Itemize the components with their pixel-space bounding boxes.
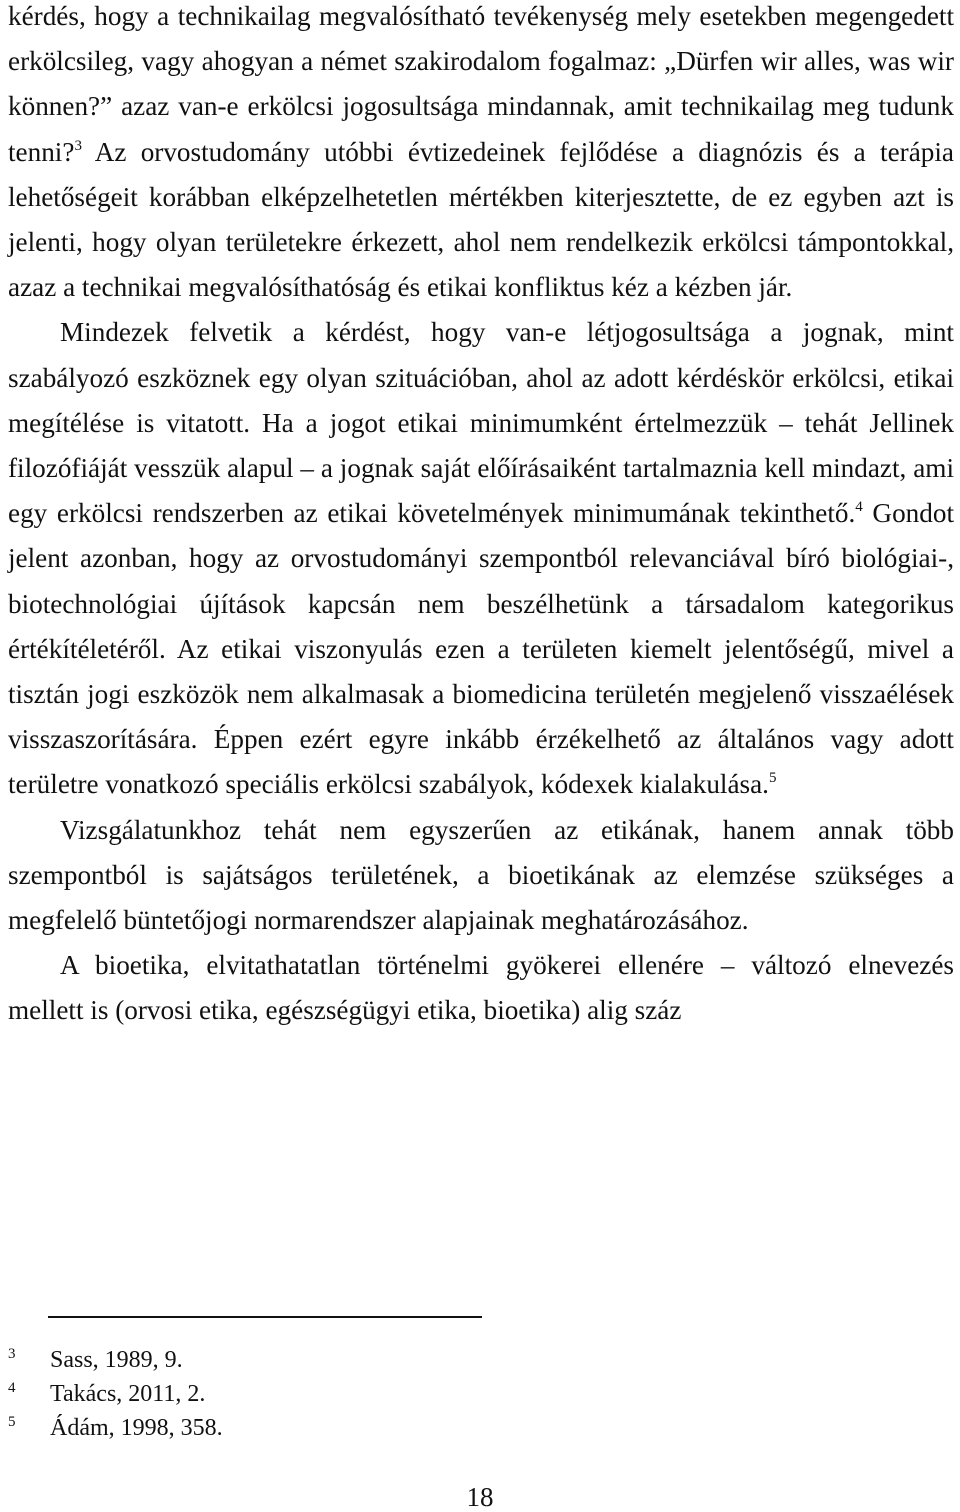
body-paragraph <box>8 808 954 944</box>
paragraph-text: Vizsgálatunkhoz tehát nem egyszerűen az etikának, hanem annak több szempontból is sajátságos területének, a bioetikának az elemzése szükséges a megfelelő büntetőjogi normarendszer alapjainak meghatározásához. <box>8 814 954 936</box>
body-text <box>8 0 954 1034</box>
paragraph-text: kérdés, hogy a technikailag megvalósítható tevékenység mely esetekben megengedett erkölcsileg, vagy ahogyan a német szakirodalom fogalmaz: „Dürfen wir alles, was wir können?” azaz van-e erkölcsi jogosultsága mindannak, amit technikailag meg tudunk tenni? <box>8 1 954 167</box>
footnote-item <box>8 1411 908 1445</box>
paragraph-text: Gondot jelent azonban, hogy az orvostudományi szempontból relevanciával bíró biológiai-, biotechnológiai újítások kapcsán nem beszélhetünk a társadalom kategorikus értékítéletéről. Az etikai viszonyulás ezen a területen kiemelt jelentőségű, mivel a tisztán jogi eszközök nem alkalmasak a biomedicina területén megjelenő visszaélések visszaszorítására. Éppen ezért egyre inkább érzékelhető az általános vagy adott területre vonatkozó speciális erkölcsi szabályok, kódexek kialakulása. <box>8 498 954 800</box>
footnote-item <box>8 1343 908 1377</box>
footnote-text: Takács, 2011, 2. <box>50 1381 206 1407</box>
body-paragraph <box>8 310 954 807</box>
footnote-number: 5 <box>8 1414 16 1430</box>
body-paragraph <box>8 0 954 310</box>
footnote-number: 4 <box>8 1380 16 1396</box>
paragraph-text: A bioetika, elvitathatatlan történelmi gyökerei ellenére – változó elnevezés mellett is (orvosi etika, egészségügyi etika, bioetika) alig száz <box>8 950 954 1026</box>
document-page <box>8 0 954 1034</box>
footnote-reference: 4 <box>855 499 863 516</box>
footnote-number: 3 <box>8 1346 16 1362</box>
body-paragraph <box>8 943 954 1033</box>
paragraph-text: Mindezek felvetik a kérdést, hogy van-e létjogosultsága a jognak, mint szabályozó eszköznek egy olyan szituációban, ahol az adott kérdéskör erkölcsi, etikai megítélése is vitatott. Ha a jogot etikai minimumként értelmezzük – tehát Jellinek filozófiáját vesszük alapul – a jognak saját előírásaiként tartalmaznia kell mindazt, ami egy erkölcsi rendszerben az etikai követelmények minimumának tekinthető. <box>8 317 954 529</box>
footnote-separator <box>48 1316 482 1318</box>
footnote-reference: 5 <box>768 770 777 787</box>
footnote-reference: 3 <box>74 137 82 154</box>
paragraph-text: Az orvostudomány utóbbi évtizedeinek fejlődése a diagnózis és a terápia lehetőségeit korábban elképzelhetetlen mértékben kiterjesztette, de ez egyben azt is jelenti, hogy olyan területekre érkezett, ahol nem rendelkezik erkölcsi támpontokkal, azaz a technikai megvalósíthatóság és etikai konfliktus kéz a kézben jár. <box>8 136 954 303</box>
footnotes <box>8 1343 908 1445</box>
page-number: 18 <box>466 1482 494 1512</box>
footnote-text: Ádám, 1998, 358. <box>50 1415 223 1441</box>
footnote-text: Sass, 1989, 9. <box>50 1347 183 1373</box>
footnote-item <box>8 1377 908 1411</box>
